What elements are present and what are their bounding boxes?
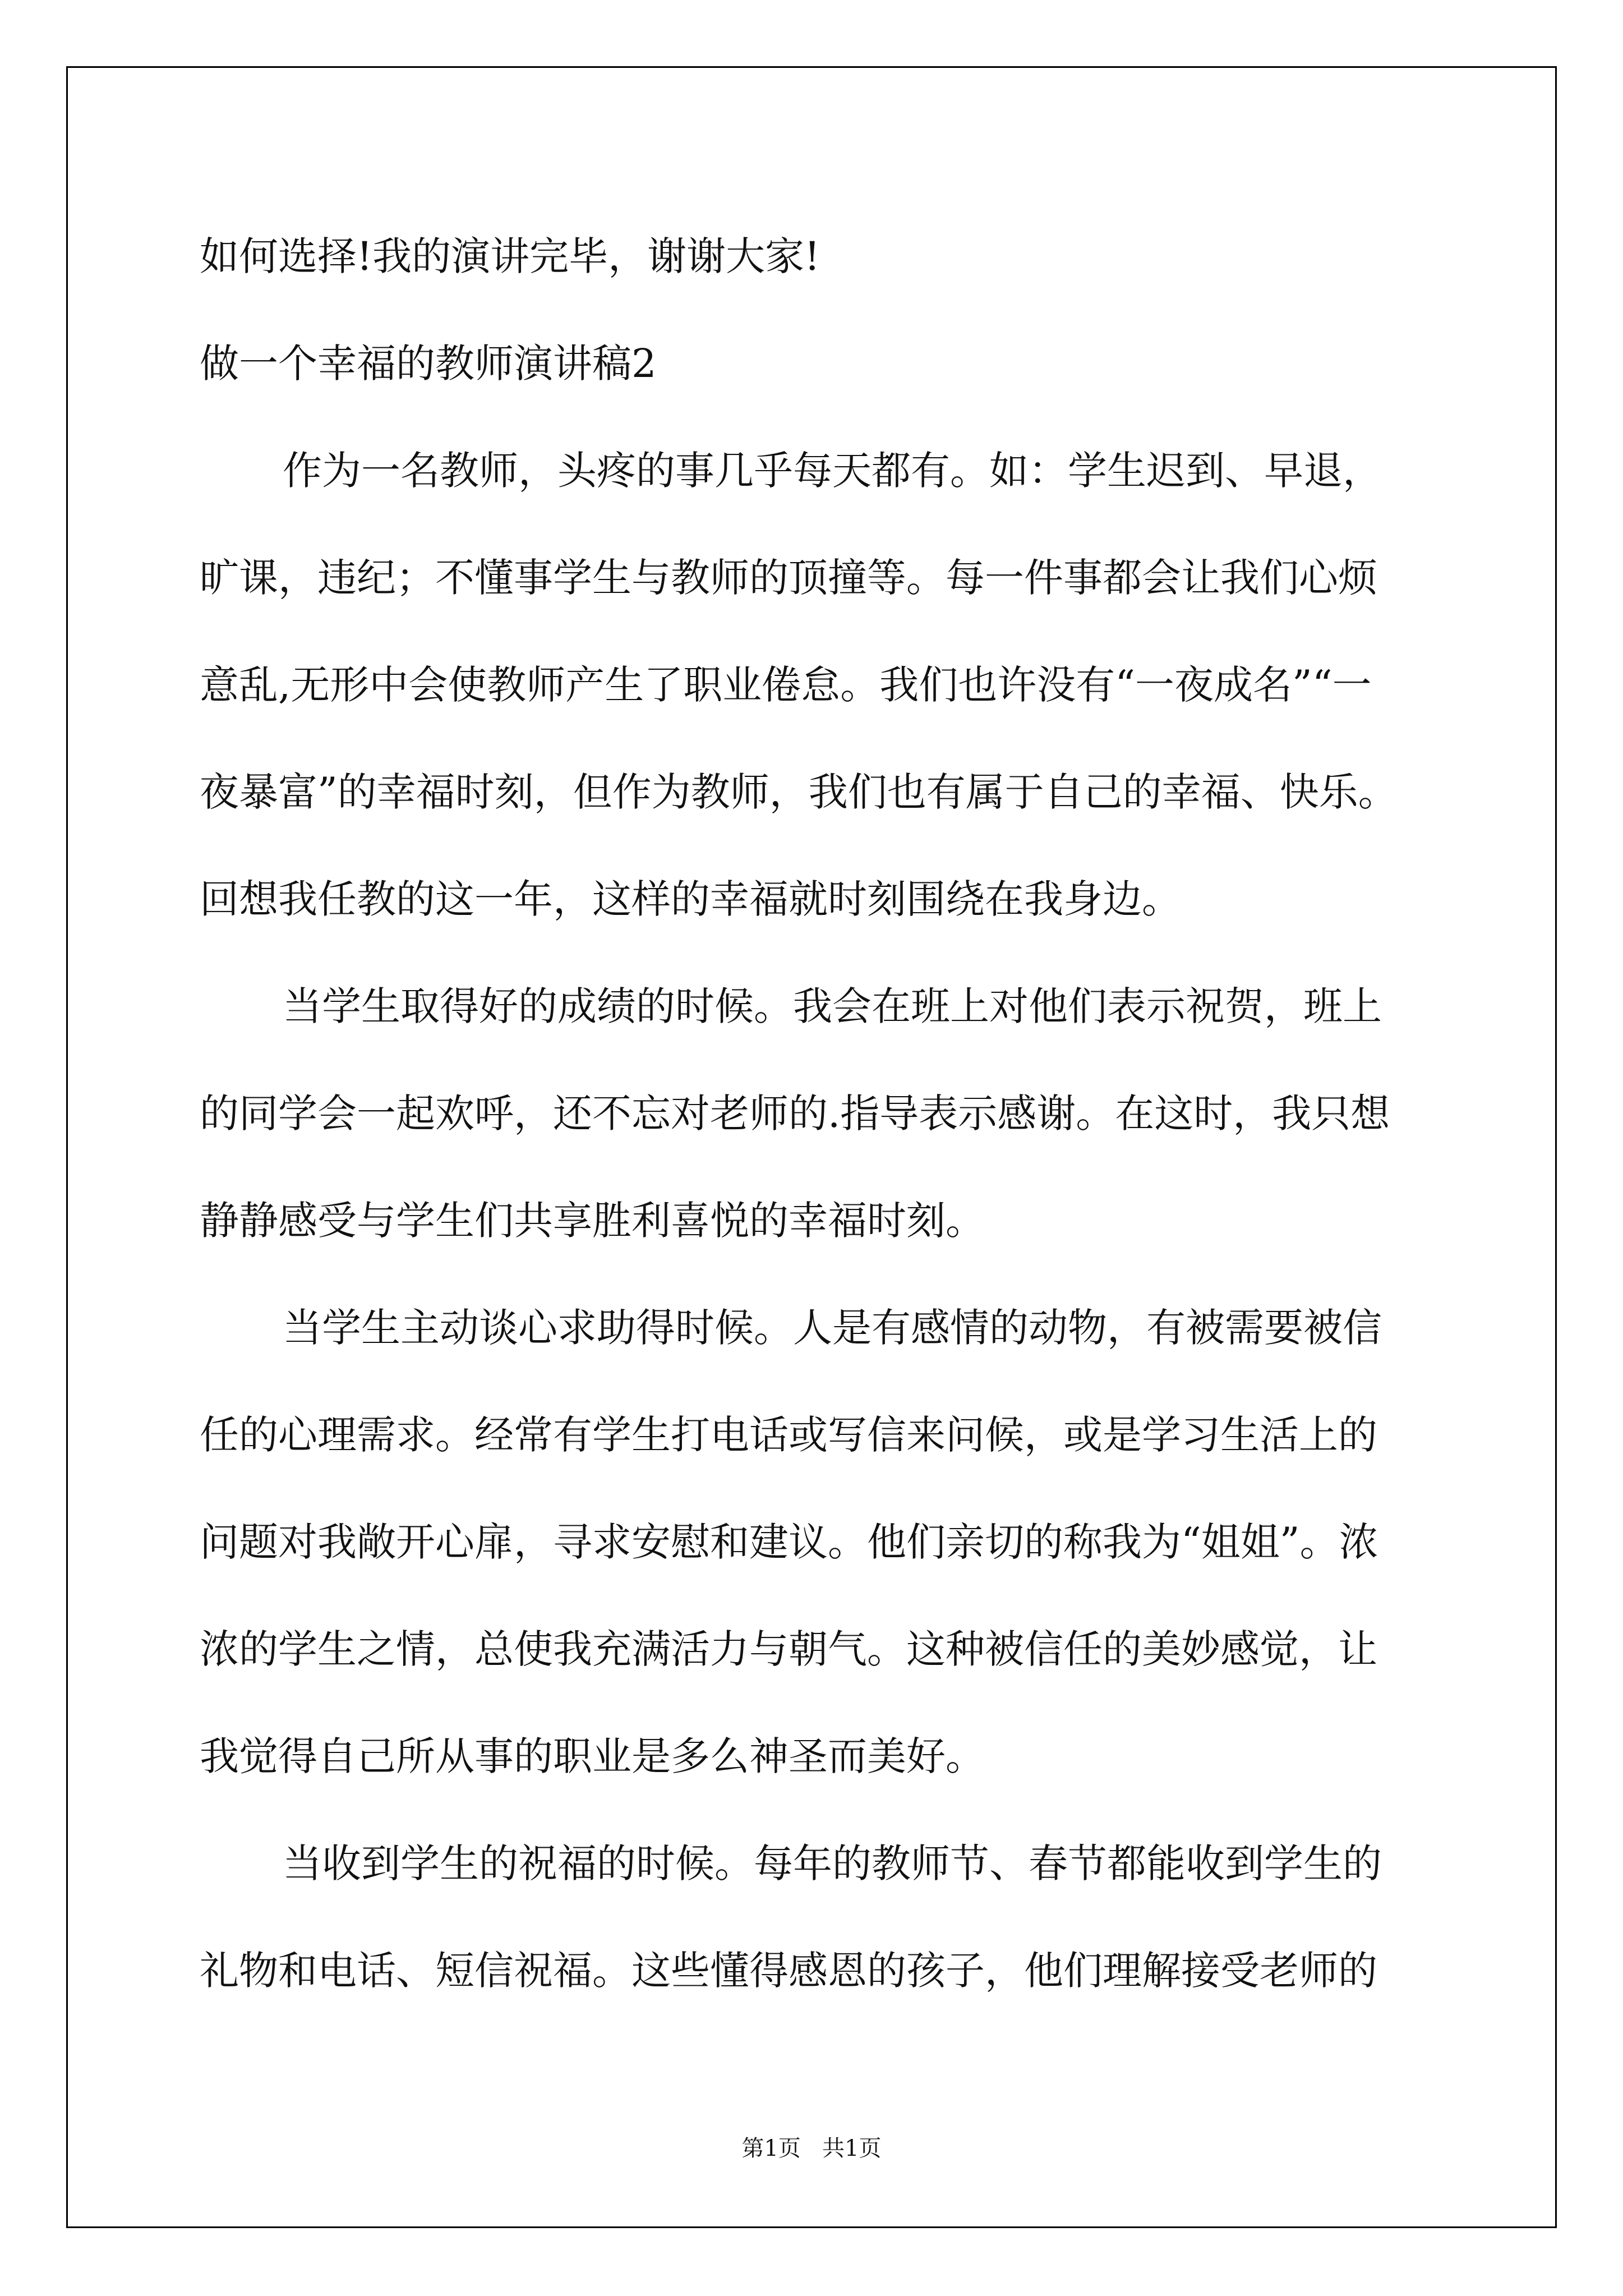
text-line: 我觉得自己所从事的职业是多么神圣而美好。 <box>200 1733 985 1779</box>
text-line: 如何选择!我的演讲完毕，谢谢大家! <box>200 233 820 279</box>
text-line: 的同学会一起欢呼，还不忘对老师的.指导表示感谢。在这时，我只想 <box>200 1091 1390 1137</box>
paragraph-start-line: 当学生取得好的成绩的时候。我会在班上对他们表示祝贺，班上 <box>283 983 1382 1029</box>
document-body <box>200 203 1433 2024</box>
text-line: 问题对我敞开心扉，寻求安慰和建议。他们亲切的称我为“姐姐”。浓 <box>200 1519 1378 1565</box>
text-line: 静静感受与学生们共享胜利喜悦的幸福时刻。 <box>200 1198 985 1244</box>
text-line: 回想我任教的这一年，这样的幸福就时刻围绕在我身边。 <box>200 876 1181 922</box>
text-line: 任的心理需求。经常有学生打电话或写信来问候，或是学习生活上的 <box>200 1412 1377 1458</box>
page-footer: 第1页 共1页 <box>741 2136 882 2161</box>
paragraph-start-line: 当学生主动谈心求助得时候。人是有感情的动物，有被需要被信 <box>283 1305 1382 1351</box>
section-title: 做一个幸福的教师演讲稿2 <box>200 341 657 386</box>
text-line: 礼物和电话、短信祝福。这些懂得感恩的孩子，他们理解接受老师的 <box>200 1948 1377 1994</box>
paragraph-start-line: 作为一名教师，头疼的事几乎每天都有。如：学生迟到、早退， <box>283 448 1382 494</box>
text-line: 夜暴富”的幸福时刻，但作为教师，我们也有属于自己的幸福、快乐。 <box>200 769 1398 815</box>
text-line: 意乱,无形中会使教师产生了职业倦怠。我们也许没有“一夜成名”“一 <box>200 662 1372 708</box>
text-line: 浓的学生之情，总使我充满活力与朝气。这种被信任的美妙感觉，让 <box>200 1626 1377 1672</box>
paragraph-start-line: 当收到学生的祝福的时候。每年的教师节、春节都能收到学生的 <box>283 1841 1382 1887</box>
text-line: 旷课，违纪；不懂事学生与教师的顶撞等。每一件事都会让我们心烦 <box>200 555 1377 601</box>
